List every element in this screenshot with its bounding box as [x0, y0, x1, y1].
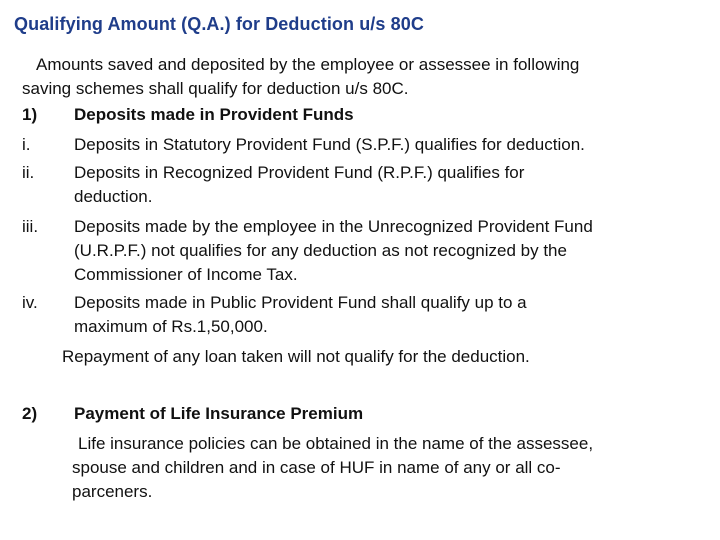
intro-line-2: saving schemes shall qualify for deduction u/s 80C. — [22, 79, 409, 98]
item-i-text: Deposits in Statutory Provident Fund (S.P.F.) qualifies for deduction. — [74, 135, 585, 154]
section-1-heading: Deposits made in Provident Funds — [74, 105, 354, 124]
section-2-number: 2) — [22, 404, 38, 423]
section-1-note: Repayment of any loan taken will not qualify for the deduction. — [62, 347, 530, 366]
section-2-line-2: spouse and children and in case of HUF in name of any or all co- — [72, 458, 561, 477]
item-i-numeral: i. — [22, 135, 31, 154]
intro-line-1: Amounts saved and deposited by the employee or assessee in following — [36, 55, 580, 74]
item-ii-numeral: ii. — [22, 163, 35, 182]
item-iv-text-1: Deposits made in Public Provident Fund shall qualify up to a — [74, 293, 527, 312]
item-ii-text-1: Deposits in Recognized Provident Fund (R.P.F.) qualifies for — [74, 163, 525, 182]
item-iii-text-1: Deposits made by the employee in the Unrecognized Provident Fund — [74, 217, 593, 236]
section-2-heading: Payment of Life Insurance Premium — [74, 404, 364, 423]
page-title: Qualifying Amount (Q.A.) for Deduction u/s 80C — [14, 14, 424, 34]
section-1-number: 1) — [22, 105, 38, 124]
item-iv-text-2: maximum of Rs.1,50,000. — [74, 317, 268, 336]
section-2-line-3: parceners. — [72, 482, 153, 501]
item-ii-text-2: deduction. — [74, 187, 153, 206]
item-iii-text-2: (U.R.P.F.) not qualifies for any deduction as not recognized by the — [74, 241, 567, 260]
item-iii-numeral: iii. — [22, 217, 39, 236]
item-iii-text-3: Commissioner of Income Tax. — [74, 265, 298, 284]
section-2-line-1: Life insurance policies can be obtained in the name of the assessee, — [78, 434, 594, 453]
item-iv-numeral: iv. — [22, 293, 38, 312]
